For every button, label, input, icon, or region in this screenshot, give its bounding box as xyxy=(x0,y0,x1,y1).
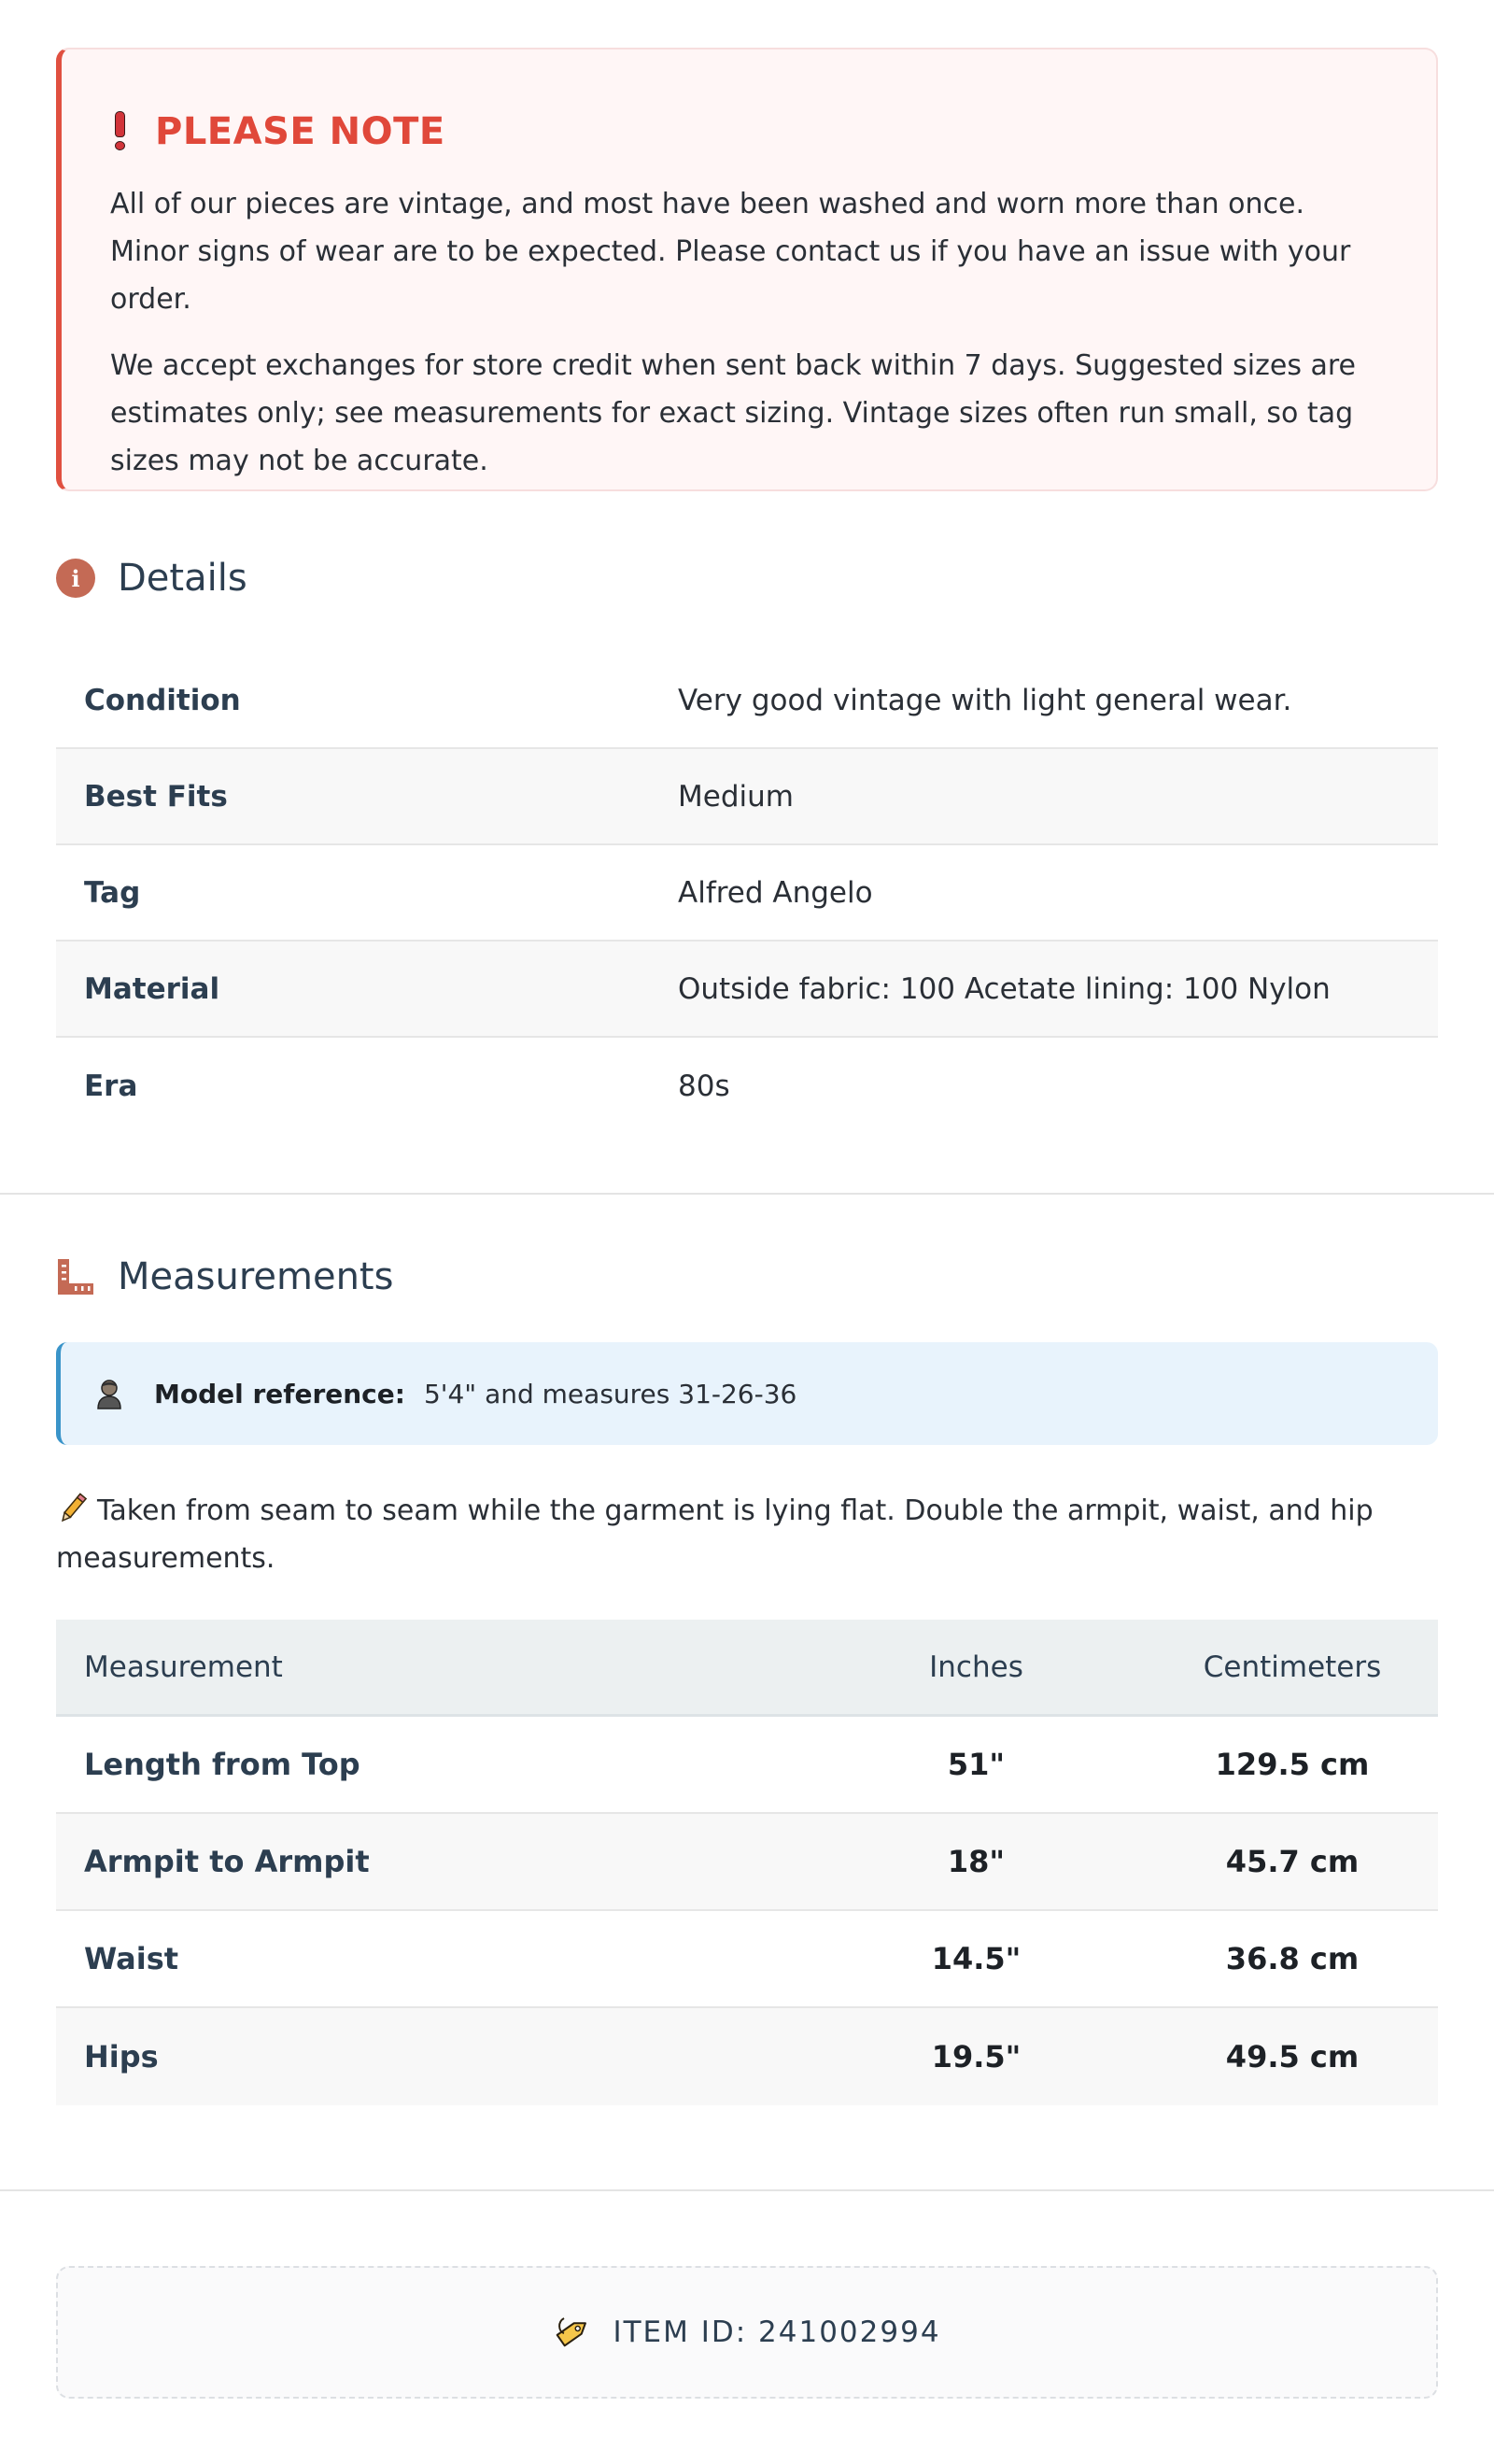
measurements-heading xyxy=(56,1249,1438,1305)
details-title: Details xyxy=(118,557,247,600)
measurement-cm: 36.8 cm xyxy=(1225,1941,1360,1976)
page-content xyxy=(56,0,1438,1134)
measurement-inches: 18" xyxy=(947,1844,1006,1879)
measurement-name: Waist xyxy=(84,1941,179,1976)
measurements-header-row xyxy=(56,1620,1438,1717)
table-row xyxy=(56,1911,1438,2008)
notice-paragraph-1: All of our pieces are vintage, and most have been washed and worn more than once. Minor signs of wear are to be expected. Please contact us if you have an issue with your order. xyxy=(110,188,1351,316)
please-note-box xyxy=(56,48,1438,491)
details-row-material xyxy=(56,942,1438,1038)
details-value: 80s xyxy=(678,1069,730,1103)
header-inches: Inches xyxy=(929,1650,1023,1684)
details-label: Material xyxy=(84,971,220,1006)
measurement-name: Hips xyxy=(84,2039,159,2075)
details-label: Era xyxy=(84,1069,138,1103)
ruler-icon xyxy=(56,1257,95,1296)
details-row-condition xyxy=(56,653,1438,749)
table-row xyxy=(56,2008,1438,2105)
exclamation-icon xyxy=(114,111,127,152)
notice-title: PLEASE NOTE xyxy=(155,110,445,153)
item-id-text: ITEM ID: 241002994 xyxy=(613,2315,941,2349)
details-heading xyxy=(56,550,1438,606)
details-value: Alfred Angelo xyxy=(678,875,873,910)
measurement-cm: 45.7 cm xyxy=(1225,1844,1360,1879)
measurement-name: Length from Top xyxy=(84,1747,360,1782)
notice-header xyxy=(110,107,1388,156)
model-reference-label: Model reference: xyxy=(154,1378,405,1409)
pencil-icon xyxy=(56,1492,90,1525)
measurement-note xyxy=(56,1487,1438,1582)
section-divider xyxy=(0,1193,1494,1195)
details-value: Outside fabric: 100 Acetate lining: 100 Nylon xyxy=(678,971,1331,1006)
person-icon xyxy=(92,1377,126,1410)
table-row xyxy=(56,1717,1438,1814)
price-tag-icon xyxy=(553,2313,592,2352)
measurements-table xyxy=(56,1620,1438,2105)
table-row xyxy=(56,1814,1438,1911)
measurement-inches: 51" xyxy=(947,1747,1006,1782)
details-row-best-fits xyxy=(56,749,1438,845)
measurement-inches: 19.5" xyxy=(931,2039,1022,2075)
details-table xyxy=(56,653,1438,1134)
details-row-era xyxy=(56,1038,1438,1134)
section-divider xyxy=(0,2189,1494,2191)
measurement-cm: 129.5 cm xyxy=(1215,1747,1370,1782)
notice-paragraph-2: We accept exchanges for store credit when sent back within 7 days. Suggested sizes are estimates only; see measurements for exact sizing. Vintage sizes often run small, so tag sizes may not be accurate. xyxy=(110,349,1357,477)
item-id-box xyxy=(56,2266,1438,2399)
measurements-section xyxy=(56,1249,1438,2105)
details-row-tag xyxy=(56,845,1438,942)
measurements-title: Measurements xyxy=(118,1255,394,1298)
model-reference-value: 5'4" and measures 31-26-36 xyxy=(423,1378,797,1409)
details-value: Medium xyxy=(678,779,794,814)
model-reference-box xyxy=(56,1342,1438,1445)
header-measurement: Measurement xyxy=(84,1650,283,1684)
details-label: Tag xyxy=(84,875,141,910)
measurement-cm: 49.5 cm xyxy=(1225,2039,1360,2075)
measurement-name: Armpit to Armpit xyxy=(84,1844,370,1879)
details-label: Condition xyxy=(84,683,241,717)
details-value: Very good vintage with light general wear. xyxy=(678,683,1292,717)
measurement-inches: 14.5" xyxy=(931,1941,1022,1976)
details-label: Best Fits xyxy=(84,779,228,814)
measurement-note-text: Taken from seam to seam while the garment is lying flat. Double the armpit, waist, and hip measurements. xyxy=(56,1494,1374,1575)
info-icon: i xyxy=(56,559,95,598)
header-centimeters: Centimeters xyxy=(1203,1650,1382,1684)
